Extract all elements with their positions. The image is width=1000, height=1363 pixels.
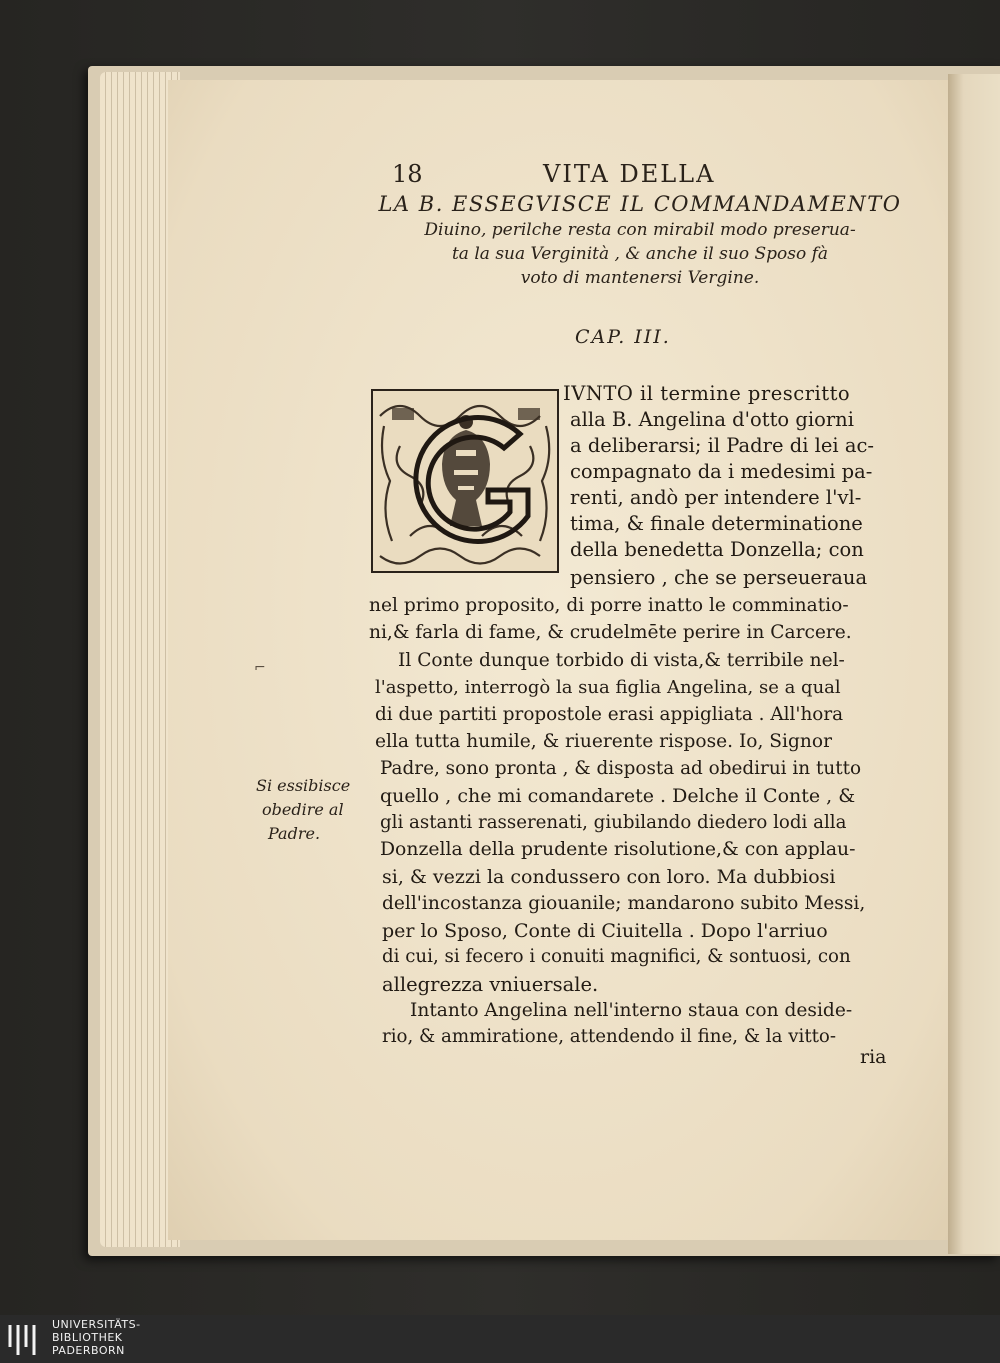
margin-note-line: Padre. [268,824,321,843]
chapter-heading [365,190,915,290]
running-title: VITA DELLA [543,160,716,188]
text-line: Intanto Angelina nell'interno staua con deside- [410,1000,853,1021]
text-line: di cui, si fecero i conuiti magnifici, & sontuosi, con [382,946,851,967]
margin-note [256,774,376,846]
bleed-through-left [245,345,305,405]
margin-note-line: Si essibisce [256,776,351,795]
text-line: gli astanti rasserenati, giubilando diedero lodi alla [380,812,847,833]
text-line: dell'incostanza giouanile; mandarono subito Messi, [382,893,866,914]
text-line: rio, & ammiratione, attendendo il fine, & la vitto- [382,1026,837,1047]
catchword: ria [860,1046,887,1068]
text-line: per lo Sposo, Conte di Ciuitella . Dopo l'arriuo [382,920,828,942]
text-line: di due partiti propostole erasi appigliata . All'hora [375,704,844,725]
text-line: Padre, sono pronta , & disposta ad obedirui in tutto [380,758,862,779]
text-line: IVNTO il termine prescritto [563,382,851,405]
library-name [52,1318,141,1357]
library-name-line: UNIVERSITÄTS- [52,1318,141,1331]
text-line: della benedetta Donzella; con [570,538,864,561]
text-line: quello , che mi comandarete . Delche il Conte , & [380,785,856,807]
chapter-title: LA B. ESSEGVISCE IL COMMANDAMENTO [378,192,902,216]
text-line: compagnato da i medesimi pa- [570,460,873,483]
text-line: pensiero , che se perseueraua [570,566,868,589]
chapter-number: CAP. III. [575,326,671,348]
library-footer [0,1315,1000,1363]
library-logo-icon [6,1321,44,1359]
page-number: 18 [392,160,423,188]
text-line: ni,& farla di fame, & crudelmēte perire in Carcere. [369,622,852,643]
text-line: Donzella della prudente risolutione,& con applau- [380,839,856,860]
text-line: a deliberarsi; il Padre di lei ac- [570,434,874,457]
library-name-line: BIBLIOTHEK [52,1331,123,1344]
text-line: Il Conte dunque torbido di vista,& terribile nel- [398,650,845,671]
chapter-subtitle-line: Diuino, perilche resta con mirabil modo preserua- [424,220,856,240]
text-line: si, & vezzi la condussero con loro. Ma dubbiosi [382,866,836,888]
margin-note-line: obedire al [262,800,344,819]
text-line: tima, & finale determinatione [570,512,863,535]
chapter-subtitle-line: voto di mantenersi Vergine. [520,268,760,288]
text-line: nel primo proposito, di porre inatto le comminatio- [369,595,849,616]
text-line: renti, andò per intendere l'vl- [570,486,862,509]
text-line: ella tutta humile, & riuerente rispose. Io, Signor [375,731,832,752]
library-name-line: PADERBORN [52,1344,125,1357]
text-line: alla B. Angelina d'otto giorni [570,408,854,431]
ink-smudge: ⌐ [254,660,266,676]
decorated-initial-g [370,386,562,578]
text-line: allegrezza vniuersale. [382,973,599,996]
text-line: l'aspetto, interrogò la sua figlia Angelina, se a qual [375,677,841,698]
chapter-subtitle-line: ta la sua Verginità , & anche il suo Sposo fà [451,244,829,264]
facing-page-edge [948,74,1000,1254]
